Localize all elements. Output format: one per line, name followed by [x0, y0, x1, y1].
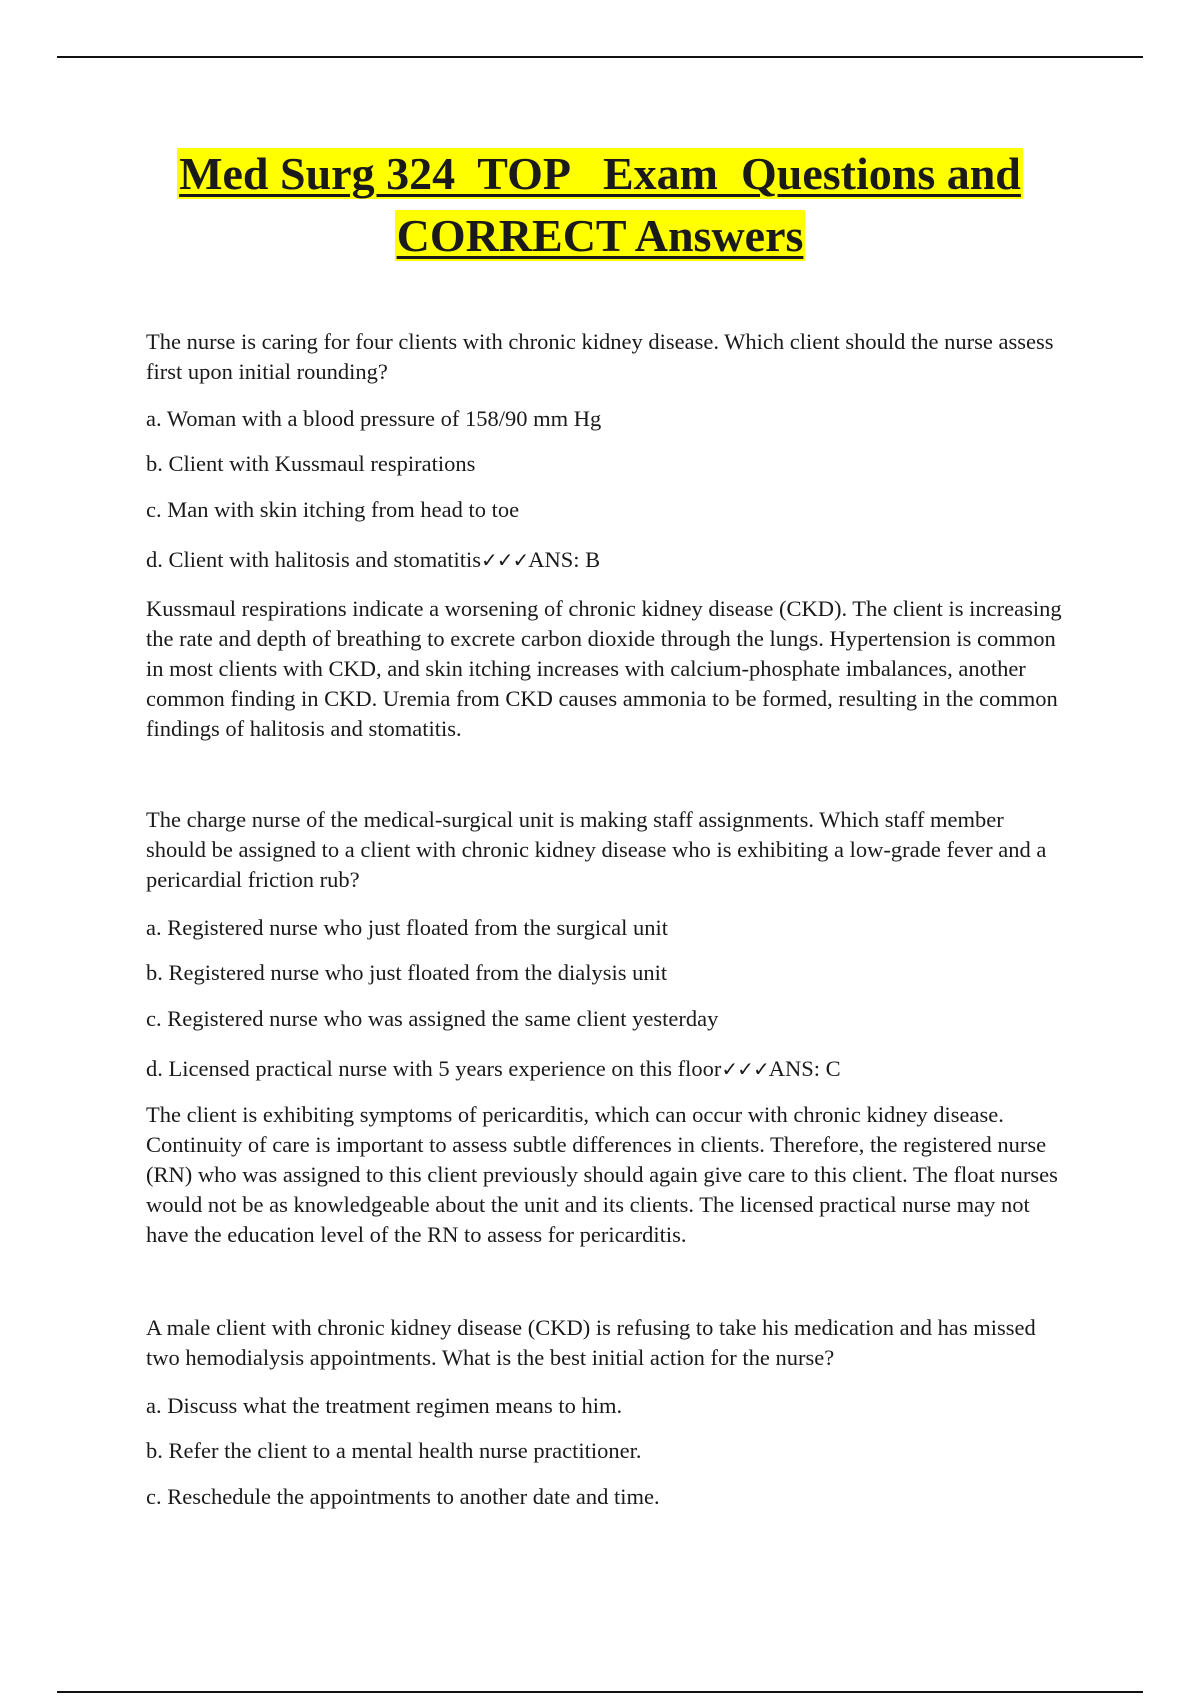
- question-3-option-c: [146, 1482, 1066, 1512]
- question-1: [146, 327, 1066, 387]
- question-2-option-b: [146, 958, 1066, 988]
- answer-option: b. Client with Kussmaul respirations: [146, 451, 476, 476]
- question-2-option-a: [146, 913, 1066, 943]
- question-2-explanation: [146, 1100, 1066, 1250]
- answer-option: b. Registered nurse who just floated from the dialysis unit: [146, 960, 668, 985]
- footer-rule: [57, 1691, 1143, 1693]
- question-1-option-a: [146, 404, 1066, 434]
- question-1-option-b: [146, 449, 1066, 479]
- title-line-1: Med Surg 324 TOP Exam Questions and: [179, 148, 1021, 199]
- question-2-option-c: [146, 1004, 1066, 1034]
- answer-option: d. Client with halitosis and stomatitis: [146, 547, 481, 572]
- question-3-option-a: [146, 1391, 1066, 1421]
- answer-option: d. Licensed practical nurse with 5 years experience on this floor: [146, 1056, 722, 1081]
- checkmark-icon: ✓✓✓: [721, 1057, 769, 1081]
- title-line-2: CORRECT Answers: [396, 210, 804, 261]
- header-rule: [57, 56, 1143, 58]
- checkmark-icon: ✓✓✓: [481, 548, 529, 572]
- answer-explanation: Kussmaul respirations indicate a worsening of chronic kidney disease (CKD). The client is increasing the rate and depth of breathing to excrete carbon dioxide through the lungs. Hypertension is common in most clients with CKD, and skin itching increases with calcium-phosphate imbalances, another common finding in CKD. Uremia from CKD causes ammonia to be formed, resulting in the common findings of halitosis and stomatitis.: [146, 596, 1062, 741]
- answer-option: a. Woman with a blood pressure of 158/90 mm Hg: [146, 406, 602, 431]
- answer-option: a. Registered nurse who just floated from the surgical unit: [146, 915, 668, 940]
- answer-option: c. Man with skin itching from head to toe: [146, 497, 520, 522]
- question-stem: The nurse is caring for four clients with chronic kidney disease. Which client should the nurse assess first upon initial rounding?: [146, 329, 1054, 384]
- answer-option: c. Reschedule the appointments to another date and time.: [146, 1484, 660, 1509]
- answer-option: a. Discuss what the treatment regimen means to him.: [146, 1393, 623, 1418]
- question-3-option-b: [146, 1436, 1066, 1466]
- question-3: [146, 1313, 1066, 1373]
- question-stem: The charge nurse of the medical-surgical unit is making staff assignments. Which staff member should be assigned to a client with chronic kidney disease who is exhibiting a low-grade fever and a pericardial friction rub?: [146, 807, 1047, 892]
- answer-explanation: The client is exhibiting symptoms of pericarditis, which can occur with chronic kidney disease. Continuity of care is important to assess subtle differences in clients. Therefore, the registered nurse (RN) who was assigned to this client previously should again give care to this client. The float nurses would not be as knowledgeable about the unit and its clients. The licensed practical nurse may not have the education level of the RN to assess for pericarditis.: [146, 1102, 1058, 1247]
- document-title: [0, 143, 1200, 267]
- answer-option: b. Refer the client to a mental health nurse practitioner.: [146, 1438, 642, 1463]
- answer-option: c. Registered nurse who was assigned the same client yesterday: [146, 1006, 719, 1031]
- question-stem: A male client with chronic kidney disease (CKD) is refusing to take his medication and has missed two hemodialysis appointments. What is the best initial action for the nurse?: [146, 1315, 1036, 1370]
- question-2-option-d: [146, 1054, 1066, 1084]
- answer-key: ANS: B: [528, 547, 601, 572]
- answer-key: ANS: C: [768, 1056, 841, 1081]
- question-1-option-c: [146, 495, 1066, 525]
- question-2: [146, 805, 1066, 895]
- question-1-explanation: [146, 594, 1066, 744]
- question-1-option-d: [146, 545, 1066, 575]
